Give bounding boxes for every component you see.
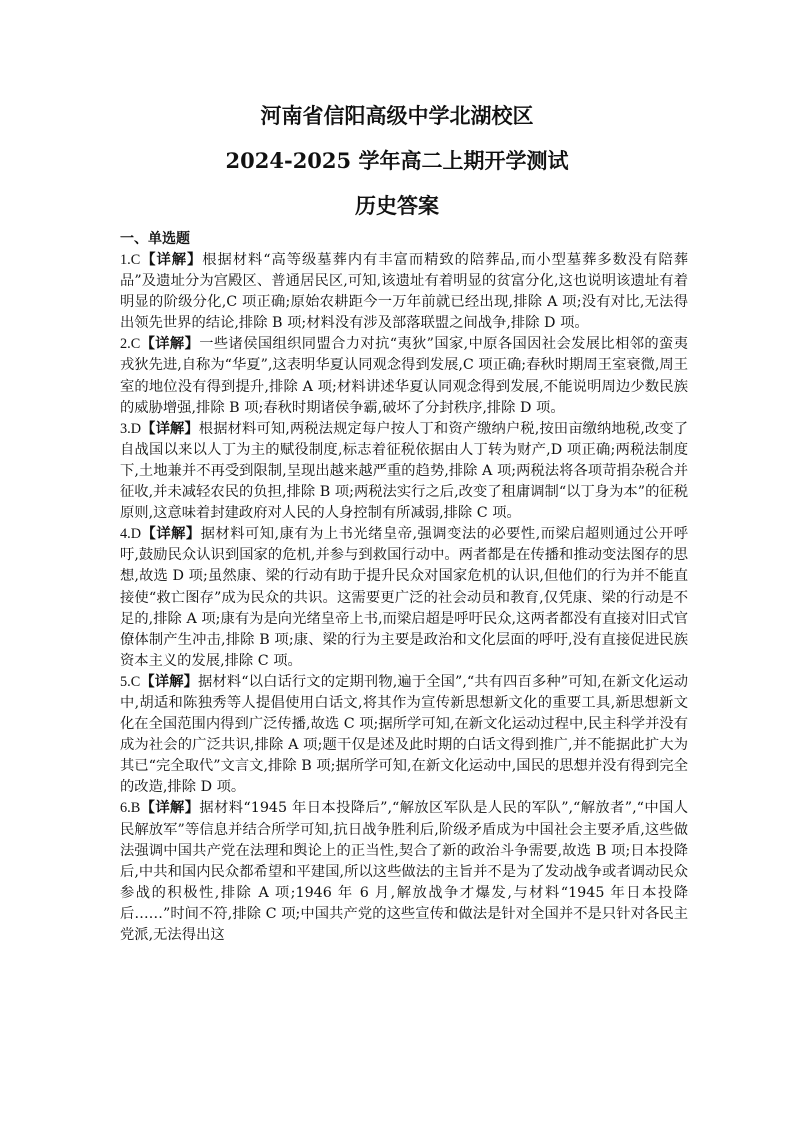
subject-title: 历史答案 <box>355 193 439 218</box>
answer-item <box>120 334 688 418</box>
detail-tag: 【详解】 <box>140 673 199 690</box>
answer-number: 5.C <box>120 673 141 690</box>
title-block <box>120 100 674 221</box>
school-title: 河南省信阳高级中学北湖校区 <box>260 103 534 128</box>
answer-text: 据材料“以白话行文的定期刊物,遍于全国”,“共有四百多种”可知,在新文化运动中,胡适和陈独秀等人提倡使用白话文,将其作为宣传新思想新文化的重要工具,新思想新文化在全国范围内得到广泛传播,故选 C 项;据所学可知,在新文化运动过程中,民主科学并没有成为社会的广泛共识,排除 A 项;题干仅是述及此时期的白话文得到推广,并不能据此扩大为其已“完全取代”文言文,排除 B 项;据所学可知,在新文化运动中,国民的思想并没有得到完全的改造,排除 D 项。 <box>120 673 688 796</box>
answer-text: 根据材料“高等级墓葬内有丰富而精致的陪葬品,而小型墓葬多数没有陪葬品”及遗址分为宫殿区、普通居民区,可知,该遗址有着明显的贫富分化,这也说明该遗址有着明显的阶级分化,C 项正确;原始农耕距今一万年前就已经出现,排除 A 项;没有对比,无法得出领先世界的结论,排除 B 项;材料没有涉及部落联盟之间战争,排除 D 项。 <box>120 252 688 332</box>
detail-tag: 【详解】 <box>140 252 203 268</box>
exam-title: 2024-2025 学年高二上期开学测试 <box>225 148 569 173</box>
answer-text: 一些诸侯国组织同盟合力对抗“夷狄”国家,中原各国因社会发展比相邻的蛮夷戎狄先进,自称为“华夏”,这表明华夏认同观念得到发展,C 项正确;春秋时期周王室衰微,周王室的地位没有得到提升,排除 A 项;材料讲述华夏认同观念得到发展,不能说明周边少数民族的威胁增强,排除 B 项;春秋时期诸侯争霸,破坏了分封秩序,排除 D 项。 <box>120 336 688 416</box>
detail-tag: 【详解】 <box>140 336 200 353</box>
answer-text: 据材料“1945 年日本投降后”,“解放区军队是人民的军队”,“解放者”,“中国人民解放军”等信息并结合所学可知,抗日战争胜利后,阶级矛盾成为中国社会主要矛盾,这些做法强调中国共产党在法理和舆论上的正当性,契合了新的政治斗争需要,故选 B 项;日本投降后,中共和国内民众都希望和平建国,所以这些做法的主旨并不是为了发动战争或者调动民众参战的积极性,排除 A 项;1946 年 6 月,解放战争才爆发,与材料“1945 年日本投降后……”时间不符,排除 C 项;中国共产党的这些宣传和做法是针对全国并不是只针对各民主党派,无法得出这 <box>120 800 689 943</box>
answer-text: 根据材料可知,两税法规定每户按人丁和资产缴纳户税,按田亩缴纳地税,改变了自战国以来以人丁为主的赋役制度,标志着征税依据由人丁转为财产,D 项正确;两税法制度下,土地兼并不再受到限制,呈现出越来越严重的趋势,排除 A 项;两税法将各项苛捐杂税合并征收,并未减轻农民的负担,排除 B 项;两税法实行之后,改变了租庸调制“以丁身为本”的征税原则,这意味着封建政府对人民的人身控制有所减弱,排除 C 项。 <box>120 420 688 522</box>
answer-number: 2.C <box>120 336 141 353</box>
detail-tag: 【详解】 <box>140 800 200 817</box>
answer-number: 4.D <box>120 526 142 543</box>
answer-item <box>120 524 688 672</box>
section-title: 一、单选题 <box>120 231 190 247</box>
answer-item <box>120 250 688 334</box>
answer-content <box>120 229 688 946</box>
answer-number: 1.C <box>120 252 141 268</box>
detail-tag: 【详解】 <box>141 420 199 437</box>
answer-text: 据材料可知,康有为上书光绪皇帝,强调变法的必要性,而梁启超则通过公开呼吁,鼓励民众认识到国家的危机,并参与到救国行动中。两者都是在传播和推动变法图存的思想,故选 D 项;虽然康、梁的行动有助于提升民众对国家危机的认识,但他们的行为并不能直接使“救亡图存”成为民众的共识。这需要更广泛的社会动员和教育,仅凭康、梁的行动是不足的,排除 A 项;康有为是向光绪皇帝上书,而梁启超是呼吁民众,这两者都没有直接对旧式官僚体制产生冲击,排除 B 项;康、梁的行为主要是政治和文化层面的呼吁,没有直接促进民族资本主义的发展,排除 C 项。 <box>120 526 688 669</box>
answer-item <box>120 419 688 524</box>
answer-item <box>120 672 688 799</box>
answer-number: 6.B <box>120 800 141 817</box>
detail-tag: 【详解】 <box>141 526 201 543</box>
answer-item <box>120 798 688 946</box>
answer-number: 3.D <box>120 420 142 437</box>
